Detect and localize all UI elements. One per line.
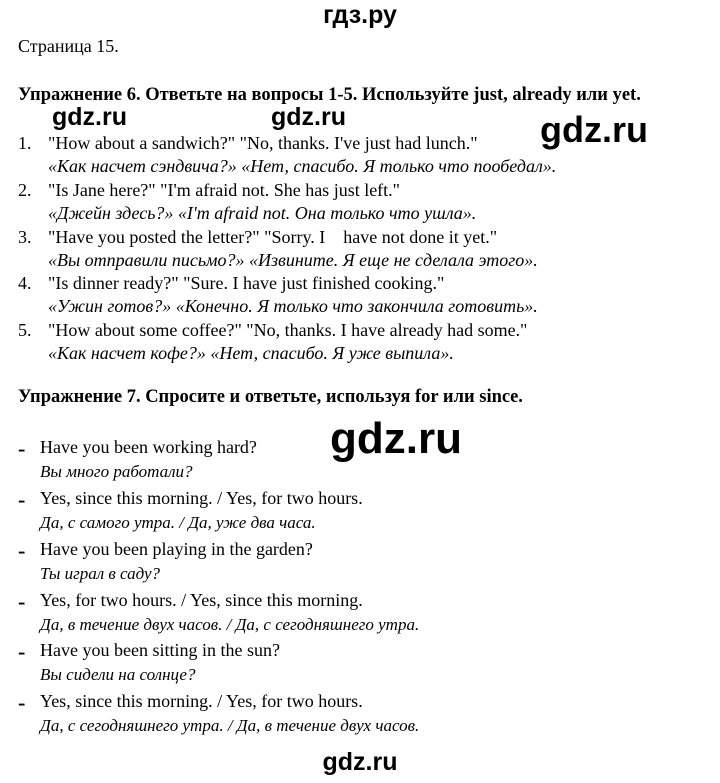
exercise-6-answer-ru: «Джейн здесь?» «I'm afraid not. Она только что ушла». <box>48 203 477 223</box>
exercise-7-line-ru: Да, в течение двух часов. / Да, с сегодняшнего утра. <box>40 615 420 634</box>
exercise-6-answer-en: "How about a sandwich?" "No, thanks. I've just had lunch." <box>48 133 478 153</box>
exercise-7-line-en: Have you been sitting in the sun? <box>40 640 280 660</box>
exercise-6-answer-en: "Have you posted the letter?" "Sorry. I have not done it yet." <box>48 227 498 247</box>
watermark: gdz.ru <box>271 103 346 131</box>
site-title: гдз.ру <box>323 1 397 29</box>
exercise-7-heading: Упражнение 7. Спросите и ответьте, используя for или since. <box>18 387 523 407</box>
exercise-7-line-ru: Да, с самого утра. / Да, уже два часа. <box>40 513 316 532</box>
exercise-6-answer-ru: «Ужин готов?» «Конечно. Я только что закончила готовить». <box>48 296 538 316</box>
exercise-7-line-ru: Да, с сегодняшнего утра. / Да, в течение двух часов. <box>40 716 420 735</box>
exercise-7-line-ru: Ты играл в саду? <box>40 564 161 583</box>
exercise-7-line-en: Yes, since this morning. / Yes, for two hours. <box>40 691 363 711</box>
exercise-7-line-en: Have you been playing in the garden? <box>40 539 313 559</box>
watermark: gdz.ru <box>52 103 127 131</box>
item-number: 2. <box>18 180 32 200</box>
exercise-7-line-en: Yes, for two hours. / Yes, since this morning. <box>40 590 363 610</box>
exercise-7-line-en: Have you been working hard? <box>40 437 257 457</box>
exercise-6-answer-ru: «Как насчет сэндвича?» «Нет, спасибо. Я только что пообедал». <box>48 156 557 176</box>
item-number: 3. <box>18 227 32 247</box>
list-dash: - <box>18 436 26 461</box>
exercise-7-line-en: Yes, since this morning. / Yes, for two hours. <box>40 488 363 508</box>
exercise-6-answer-en: "Is dinner ready?" "Sure. I have just finished cooking." <box>48 273 445 293</box>
list-dash: - <box>18 487 26 512</box>
exercise-6-answer-en: "How about some coffee?" "No, thanks. I have already had some." <box>48 320 528 340</box>
item-number: 4. <box>18 273 32 293</box>
item-number: 1. <box>18 133 32 153</box>
exercise-6-answer-en: "Is Jane here?" "I'm afraid not. She has just left." <box>48 180 401 200</box>
watermark: gdz.ru <box>540 109 648 150</box>
exercise-7-line-ru: Вы сидели на солнце? <box>40 665 196 684</box>
list-dash: - <box>18 690 26 715</box>
exercise-6-answer-ru: «Вы отправили письмо?» «Извините. Я еще не сделала этого». <box>48 250 538 270</box>
item-number: 5. <box>18 320 32 340</box>
site-footer: gdz.ru <box>322 748 398 776</box>
watermark: gdz.ru <box>330 414 462 463</box>
exercise-7-line-ru: Вы много работали? <box>40 462 193 481</box>
page-label: Страница 15. <box>18 36 119 56</box>
exercise-6-answer-ru: «Как насчет кофе?» «Нет, спасибо. Я уже выпила». <box>48 343 454 363</box>
list-dash: - <box>18 639 26 664</box>
exercise-6-heading: Упражнение 6. Ответьте на вопросы 1-5. Используйте just, already или yet. <box>18 85 641 105</box>
list-dash: - <box>18 589 26 614</box>
list-dash: - <box>18 538 26 563</box>
